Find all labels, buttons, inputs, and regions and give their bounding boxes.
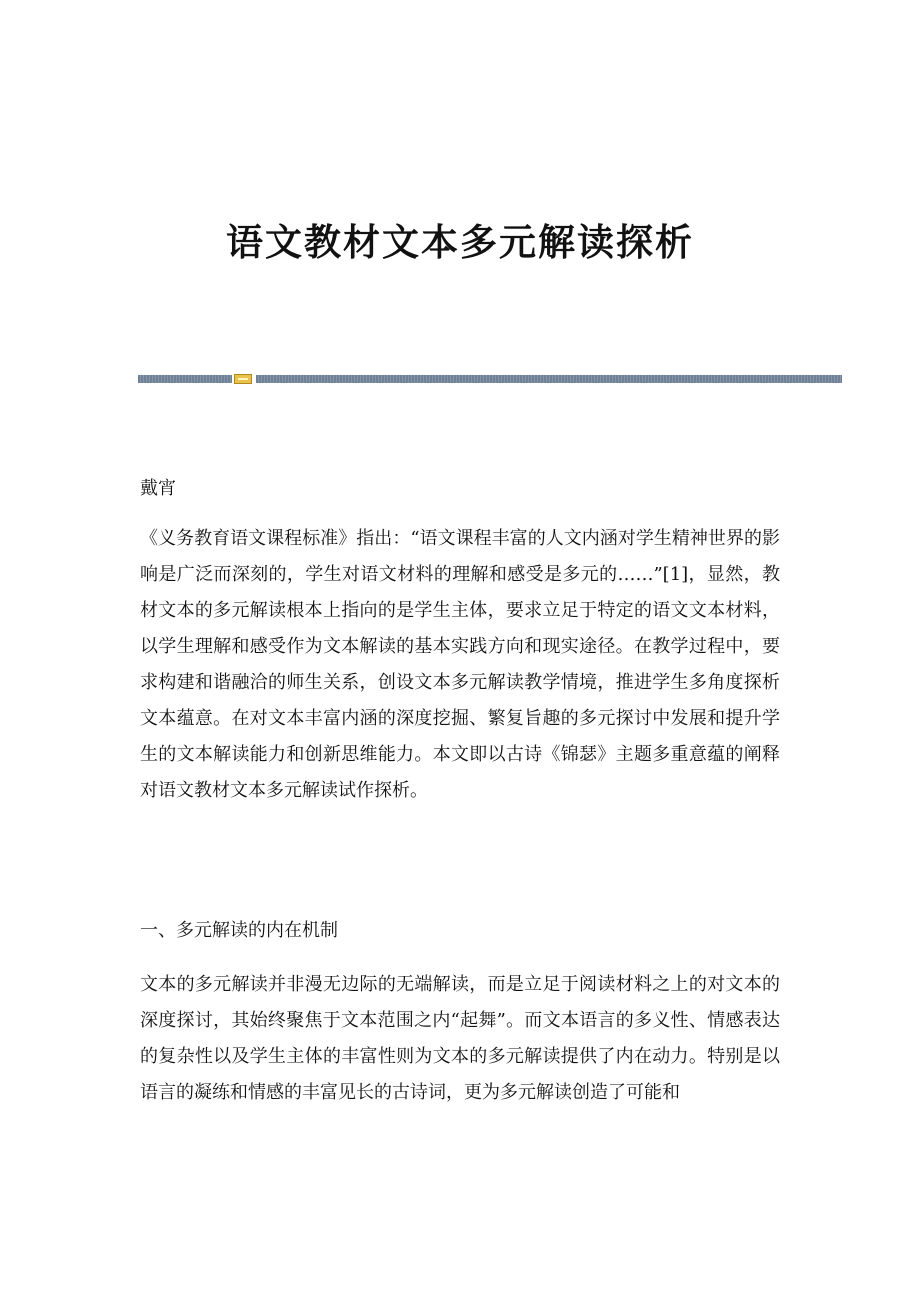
- title-divider: [138, 374, 842, 384]
- document-title: 语文教材文本多元解读探析: [226, 220, 694, 264]
- paragraph-section-one: 文本的多元解读并非漫无边际的无端解读，而是立足于阅读材料之上的对文本的深度探讨，其始终聚焦于文本范围之内“起舞”。而文本语言的多义性、情感表达的复杂性以及学生主体的丰富性则为文本的多元解读提供了内在动力。特别是以语言的凝练和情感的丰富见长的古诗词，更为多元解读创造了可能和: [140, 974, 780, 1103]
- divider-bar-right: [256, 375, 842, 383]
- author-name: 戴宵: [140, 478, 176, 499]
- section-heading: 一、多元解读的内在机制: [140, 920, 338, 941]
- paragraph-intro: 《义务教育语文课程标准》指出：“语文课程丰富的人文内涵对学生精神世界的影响是广泛而深刻的，学生对语文材料的理解和感受是多元的……”[1]，显然，教材文本的多元解读根本上指向的是学生主体，要求立足于特定的语文文本材料，以学生理解和感受作为文本解读的基本实践方向和现实途径。在教学过程中，要求构建和谐融洽的师生关系，创设文本多元解读教学情境，推进学生多角度探析文本蕴意。在对文本丰富内涵的深度挖掘、繁复旨趣的多元探讨中发展和提升学生的文本解读能力和创新思维能力。本文即以古诗《锦瑟》主题多重意蕴的阐释对语文教材文本多元解读试作探析。: [140, 528, 780, 801]
- divider-bar-left: [138, 375, 232, 383]
- divider-emblem-icon: [234, 374, 252, 384]
